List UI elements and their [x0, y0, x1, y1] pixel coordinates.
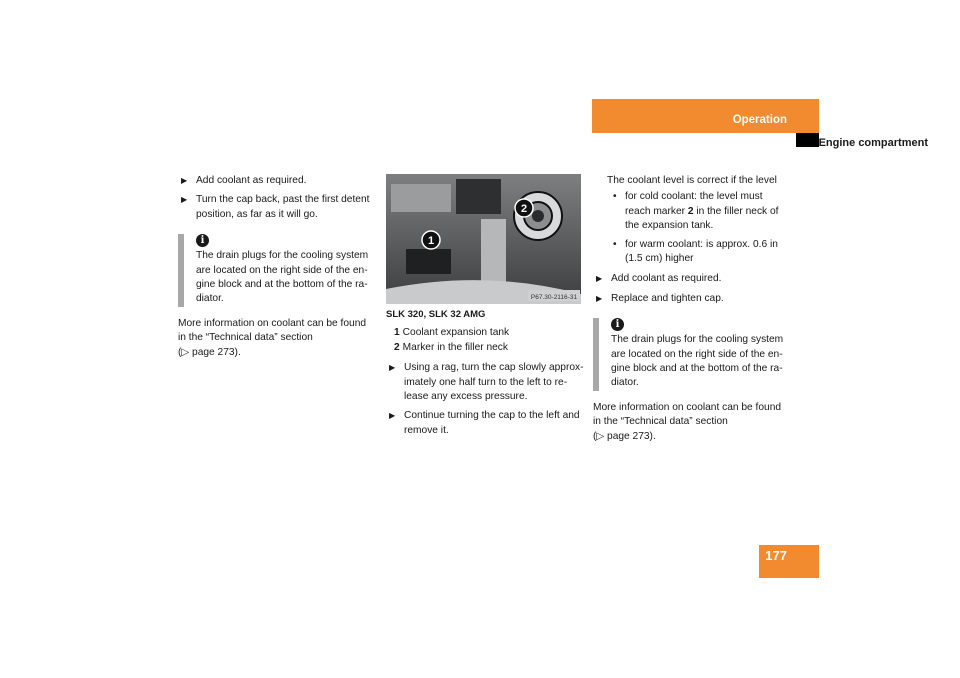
figure-code: P67.30-2116-31	[530, 294, 578, 301]
bullet-cold-coolant	[607, 190, 790, 233]
section-title: Operation	[732, 114, 787, 126]
expansion-tank	[406, 249, 451, 274]
step-text: Turn the cap back, past the first detent position, as far as it will go.	[196, 194, 370, 220]
step-arrow-icon: ▶	[596, 293, 603, 303]
more-info-line: More information on coolant can be found	[593, 401, 782, 413]
legend-item	[386, 341, 584, 355]
step-text: Replace and tighten cap.	[611, 292, 724, 304]
section-header	[592, 99, 819, 133]
info-note	[178, 234, 374, 307]
bullet-warm-coolant	[607, 238, 790, 267]
step-release-pressure	[386, 361, 584, 404]
step-arrow-icon: ▶	[389, 411, 396, 421]
step-remove-cap	[386, 409, 584, 438]
page-number-box	[759, 545, 819, 578]
step-add-coolant	[593, 272, 790, 286]
info-icon: i	[611, 318, 624, 331]
engine-part	[391, 184, 451, 212]
filler-opening	[532, 210, 544, 222]
level-intro: The coolant level is correct if the level	[607, 175, 777, 186]
legend-number: 1	[394, 327, 400, 339]
figure-caption: SLK 320, SLK 32 AMG	[386, 309, 486, 320]
more-info-line: in the “Technical data” section	[178, 332, 313, 344]
engine-part	[456, 179, 501, 214]
more-info	[593, 401, 790, 444]
column-left	[178, 174, 374, 360]
step-turn-cap-back	[178, 193, 374, 222]
bullet-text: in the filler neck of the expansion tank.	[625, 205, 779, 232]
more-info	[178, 317, 374, 360]
legend-text: Coolant expansion tank	[402, 327, 510, 339]
engine-photo-illustration	[386, 174, 581, 304]
legend-number: 2	[394, 341, 400, 353]
marker-number: 2	[687, 205, 694, 217]
page-number: 177	[765, 548, 787, 563]
bullet-icon: •	[613, 238, 617, 250]
step-arrow-icon: ▶	[389, 363, 396, 373]
step-text: Add coolant as required.	[196, 175, 307, 186]
callout-2-label: 2	[520, 203, 528, 215]
level-list	[607, 190, 790, 266]
info-note	[593, 318, 790, 391]
legend-item	[386, 326, 584, 340]
bullet-text: for cold coolant: the level must reach marker	[625, 191, 763, 217]
callout-1-label: 1	[427, 235, 435, 247]
note-text: The drain plugs for the cooling system are located on the right side of the en-gine block and at the bottom of the ra-diator.	[196, 250, 369, 305]
info-icon: i	[196, 234, 209, 247]
step-arrow-icon: ▶	[181, 176, 188, 185]
column-right	[593, 174, 790, 444]
subsection-title: Engine compartment	[818, 137, 928, 149]
page-reference-link[interactable]: (▷ page 273).	[593, 430, 656, 442]
step-text: Using a rag, turn the cap slowly approx-imately one half turn to the left to re-lease any excess pressure.	[404, 362, 584, 403]
step-text: Continue turning the cap to the left and remove it.	[404, 410, 580, 436]
step-arrow-icon: ▶	[181, 195, 188, 205]
note-text: The drain plugs for the cooling system are located on the right side of the en-gine block and at the bottom of the ra-diator.	[611, 334, 784, 389]
step-text: Add coolant as required.	[611, 273, 722, 285]
step-add-coolant	[178, 174, 374, 188]
more-info-line: in the “Technical data” section	[593, 416, 728, 428]
more-info-line: More information on coolant can be found	[178, 317, 367, 329]
step-replace-cap	[593, 292, 790, 306]
engine-compartment-figure	[386, 174, 581, 304]
bullet-icon: •	[613, 191, 617, 203]
engine-hose	[481, 219, 506, 289]
note-bar	[593, 318, 599, 391]
page-reference-link[interactable]: (▷ page 273).	[178, 346, 241, 358]
legend-text: Marker in the filler neck	[402, 341, 508, 353]
step-arrow-icon: ▶	[596, 274, 603, 284]
column-middle	[386, 174, 584, 443]
note-bar	[178, 234, 184, 307]
bullet-text: for warm coolant: is approx. 0.6 in (1.5 cm) higher	[625, 238, 778, 265]
header-marker	[796, 133, 819, 147]
